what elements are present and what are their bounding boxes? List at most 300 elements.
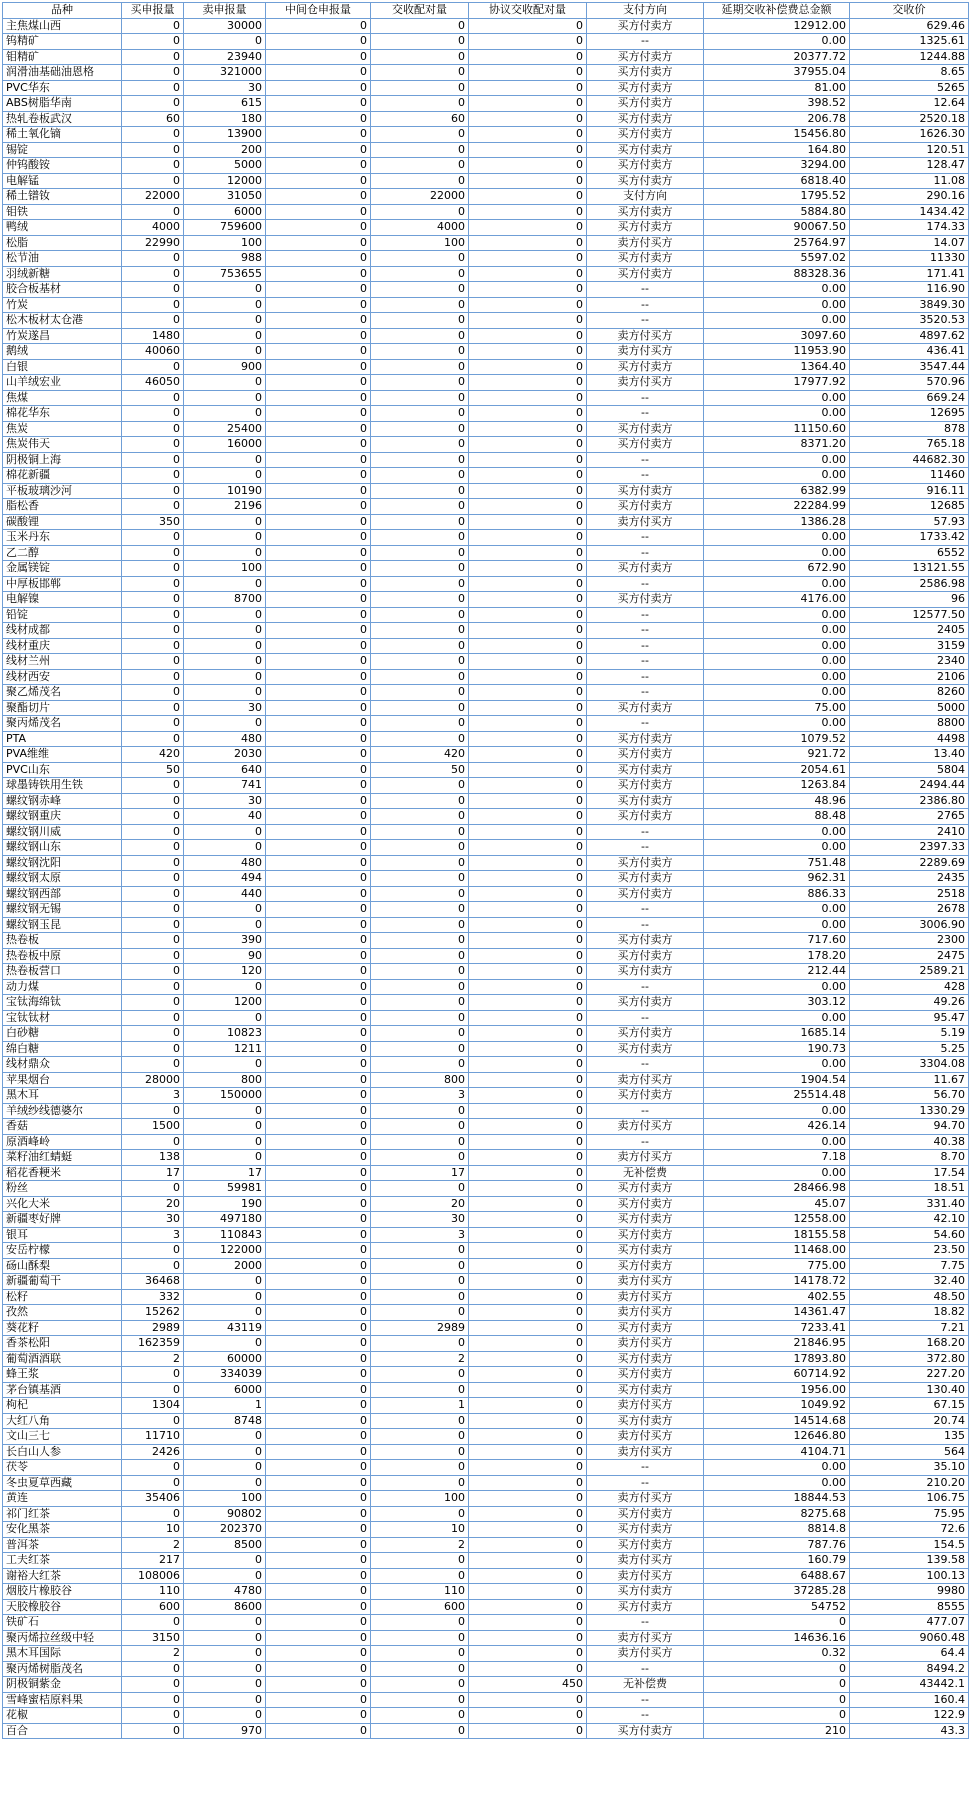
cell-delivery-price: 2520.18 bbox=[850, 111, 969, 127]
cell-pay-direction: 买方付卖方 bbox=[587, 809, 704, 825]
header-variety: 品种 bbox=[3, 3, 122, 19]
cell-pay-direction: -- bbox=[587, 390, 704, 406]
cell-buy-qty: 0 bbox=[122, 561, 184, 577]
cell-agreement-qty: 0 bbox=[469, 855, 587, 871]
cell-buy-qty: 138 bbox=[122, 1150, 184, 1166]
cell-buy-qty: 0 bbox=[122, 1367, 184, 1383]
table-row bbox=[3, 1599, 969, 1615]
cell-pay-direction: 卖方付买方 bbox=[587, 1119, 704, 1135]
cell-buy-qty: 0 bbox=[122, 1010, 184, 1026]
cell-match-qty: 0 bbox=[371, 1475, 469, 1491]
cell-sell-qty: 988 bbox=[184, 251, 266, 267]
table-row bbox=[3, 1088, 969, 1104]
cell-variety: 阴极铜紫金 bbox=[3, 1677, 122, 1693]
table-row bbox=[3, 1382, 969, 1398]
cell-match-qty: 0 bbox=[371, 251, 469, 267]
header-sell-qty: 卖申报量 bbox=[184, 3, 266, 19]
table-row bbox=[3, 1196, 969, 1212]
cell-delivery-price: 4897.62 bbox=[850, 328, 969, 344]
cell-buy-qty: 0 bbox=[122, 1708, 184, 1724]
cell-variety: 热卷板中原 bbox=[3, 948, 122, 964]
cell-match-qty: 0 bbox=[371, 933, 469, 949]
cell-variety: 聚乙烯茂名 bbox=[3, 685, 122, 701]
cell-agreement-qty: 0 bbox=[469, 1584, 587, 1600]
cell-match-qty: 0 bbox=[371, 1646, 469, 1662]
cell-agreement-qty: 0 bbox=[469, 623, 587, 639]
cell-pay-direction: 买方付卖方 bbox=[587, 1320, 704, 1336]
cell-sell-qty: 6000 bbox=[184, 1382, 266, 1398]
cell-variety: 稀土镨钕 bbox=[3, 189, 122, 205]
cell-compensation: 25514.48 bbox=[704, 1088, 850, 1104]
cell-agreement-qty: 0 bbox=[469, 638, 587, 654]
cell-sell-qty: 2030 bbox=[184, 747, 266, 763]
cell-sell-qty: 440 bbox=[184, 886, 266, 902]
cell-sell-qty: 100 bbox=[184, 1491, 266, 1507]
cell-mid-qty: 0 bbox=[266, 375, 371, 391]
cell-mid-qty: 0 bbox=[266, 669, 371, 685]
cell-compensation: 0.00 bbox=[704, 607, 850, 623]
cell-agreement-qty: 0 bbox=[469, 173, 587, 189]
table-row bbox=[3, 483, 969, 499]
cell-agreement-qty: 0 bbox=[469, 18, 587, 34]
cell-agreement-qty: 0 bbox=[469, 1119, 587, 1135]
cell-delivery-price: 4498 bbox=[850, 731, 969, 747]
cell-buy-qty: 0 bbox=[122, 313, 184, 329]
cell-compensation: 775.00 bbox=[704, 1258, 850, 1274]
cell-mid-qty: 0 bbox=[266, 80, 371, 96]
cell-delivery-price: 18.51 bbox=[850, 1181, 969, 1197]
cell-sell-qty: 17 bbox=[184, 1165, 266, 1181]
cell-variety: 谢裕大红茶 bbox=[3, 1568, 122, 1584]
cell-delivery-price: 2589.21 bbox=[850, 964, 969, 980]
cell-compensation: 206.78 bbox=[704, 111, 850, 127]
cell-variety: 聚酯切片 bbox=[3, 700, 122, 716]
cell-match-qty: 0 bbox=[371, 824, 469, 840]
cell-sell-qty: 8600 bbox=[184, 1599, 266, 1615]
cell-match-qty: 0 bbox=[371, 979, 469, 995]
cell-buy-qty: 1304 bbox=[122, 1398, 184, 1414]
cell-buy-qty: 0 bbox=[122, 142, 184, 158]
cell-sell-qty: 10190 bbox=[184, 483, 266, 499]
cell-match-qty: 0 bbox=[371, 1134, 469, 1150]
cell-variety: 绵白糖 bbox=[3, 1041, 122, 1057]
cell-sell-qty: 8700 bbox=[184, 592, 266, 608]
cell-buy-qty: 0 bbox=[122, 545, 184, 561]
cell-sell-qty: 2196 bbox=[184, 499, 266, 515]
cell-buy-qty: 217 bbox=[122, 1553, 184, 1569]
cell-pay-direction: -- bbox=[587, 406, 704, 422]
cell-buy-qty: 0 bbox=[122, 34, 184, 50]
cell-buy-qty: 108006 bbox=[122, 1568, 184, 1584]
cell-mid-qty: 0 bbox=[266, 747, 371, 763]
cell-delivery-price: 57.93 bbox=[850, 514, 969, 530]
cell-match-qty: 17 bbox=[371, 1165, 469, 1181]
cell-pay-direction: 买方付卖方 bbox=[587, 359, 704, 375]
cell-sell-qty: 0 bbox=[184, 1646, 266, 1662]
cell-match-qty: 0 bbox=[371, 855, 469, 871]
cell-match-qty: 0 bbox=[371, 96, 469, 112]
cell-delivery-price: 2397.33 bbox=[850, 840, 969, 856]
table-row bbox=[3, 995, 969, 1011]
cell-sell-qty: 0 bbox=[184, 545, 266, 561]
cell-variety: 工夫红茶 bbox=[3, 1553, 122, 1569]
cell-compensation: 14361.47 bbox=[704, 1305, 850, 1321]
cell-variety: 焦炭伟天 bbox=[3, 437, 122, 453]
cell-mid-qty: 0 bbox=[266, 1351, 371, 1367]
cell-match-qty: 0 bbox=[371, 1119, 469, 1135]
cell-sell-qty: 0 bbox=[184, 917, 266, 933]
cell-delivery-price: 570.96 bbox=[850, 375, 969, 391]
cell-delivery-price: 2765 bbox=[850, 809, 969, 825]
cell-delivery-price: 1244.88 bbox=[850, 49, 969, 65]
cell-match-qty: 0 bbox=[371, 344, 469, 360]
cell-match-qty: 0 bbox=[371, 902, 469, 918]
cell-variety: 冬虫夏草西藏 bbox=[3, 1475, 122, 1491]
cell-pay-direction: 买方付卖方 bbox=[587, 483, 704, 499]
cell-buy-qty: 0 bbox=[122, 49, 184, 65]
cell-variety: 新疆葡萄干 bbox=[3, 1274, 122, 1290]
cell-pay-direction: 卖方付买方 bbox=[587, 1491, 704, 1507]
cell-variety: 花椒 bbox=[3, 1708, 122, 1724]
cell-agreement-qty: 0 bbox=[469, 1615, 587, 1631]
cell-delivery-price: 75.95 bbox=[850, 1506, 969, 1522]
cell-variety: 螺纹钢川威 bbox=[3, 824, 122, 840]
table-row bbox=[3, 328, 969, 344]
cell-mid-qty: 0 bbox=[266, 406, 371, 422]
cell-delivery-price: 48.50 bbox=[850, 1289, 969, 1305]
cell-match-qty: 0 bbox=[371, 437, 469, 453]
cell-delivery-price: 5000 bbox=[850, 700, 969, 716]
cell-buy-qty: 3 bbox=[122, 1088, 184, 1104]
cell-buy-qty: 60 bbox=[122, 111, 184, 127]
cell-mid-qty: 0 bbox=[266, 1615, 371, 1631]
cell-delivery-price: 9980 bbox=[850, 1584, 969, 1600]
table-row bbox=[3, 1367, 969, 1383]
cell-buy-qty: 0 bbox=[122, 1181, 184, 1197]
cell-compensation: 21846.95 bbox=[704, 1336, 850, 1352]
cell-sell-qty: 0 bbox=[184, 406, 266, 422]
cell-sell-qty: 5000 bbox=[184, 158, 266, 174]
cell-match-qty: 0 bbox=[371, 1305, 469, 1321]
cell-delivery-price: 477.07 bbox=[850, 1615, 969, 1631]
cell-mid-qty: 0 bbox=[266, 1026, 371, 1042]
cell-delivery-price: 2586.98 bbox=[850, 576, 969, 592]
cell-pay-direction: -- bbox=[587, 1134, 704, 1150]
cell-agreement-qty: 0 bbox=[469, 1165, 587, 1181]
cell-buy-qty: 162359 bbox=[122, 1336, 184, 1352]
cell-buy-qty: 0 bbox=[122, 1243, 184, 1259]
table-row bbox=[3, 1506, 969, 1522]
cell-buy-qty: 0 bbox=[122, 871, 184, 887]
cell-mid-qty: 0 bbox=[266, 731, 371, 747]
cell-variety: 大红八角 bbox=[3, 1413, 122, 1429]
cell-pay-direction: 买方付卖方 bbox=[587, 855, 704, 871]
cell-buy-qty: 0 bbox=[122, 623, 184, 639]
cell-agreement-qty: 0 bbox=[469, 979, 587, 995]
cell-buy-qty: 0 bbox=[122, 18, 184, 34]
cell-compensation: 921.72 bbox=[704, 747, 850, 763]
cell-delivery-price: 3006.90 bbox=[850, 917, 969, 933]
cell-pay-direction: -- bbox=[587, 654, 704, 670]
cell-sell-qty: 0 bbox=[184, 1150, 266, 1166]
cell-agreement-qty: 0 bbox=[469, 34, 587, 50]
cell-pay-direction: -- bbox=[587, 1661, 704, 1677]
cell-sell-qty: 0 bbox=[184, 1305, 266, 1321]
cell-compensation: 0.00 bbox=[704, 297, 850, 313]
cell-buy-qty: 2426 bbox=[122, 1444, 184, 1460]
table-row bbox=[3, 220, 969, 236]
cell-variety: 螺纹钢玉昆 bbox=[3, 917, 122, 933]
cell-delivery-price: 67.15 bbox=[850, 1398, 969, 1414]
table-row bbox=[3, 1134, 969, 1150]
cell-buy-qty: 0 bbox=[122, 607, 184, 623]
cell-buy-qty: 0 bbox=[122, 1258, 184, 1274]
cell-delivery-price: 669.24 bbox=[850, 390, 969, 406]
cell-compensation: 787.76 bbox=[704, 1537, 850, 1553]
cell-buy-qty: 22000 bbox=[122, 189, 184, 205]
cell-pay-direction: -- bbox=[587, 685, 704, 701]
cell-delivery-price: 44682.30 bbox=[850, 452, 969, 468]
cell-sell-qty: 970 bbox=[184, 1723, 266, 1739]
cell-agreement-qty: 0 bbox=[469, 127, 587, 143]
cell-sell-qty: 753655 bbox=[184, 266, 266, 282]
cell-pay-direction: 买方付卖方 bbox=[587, 49, 704, 65]
cell-variety: 松木板材太仓港 bbox=[3, 313, 122, 329]
cell-match-qty: 0 bbox=[371, 685, 469, 701]
cell-sell-qty: 0 bbox=[184, 902, 266, 918]
cell-delivery-price: 1626.30 bbox=[850, 127, 969, 143]
cell-buy-qty: 0 bbox=[122, 995, 184, 1011]
cell-delivery-price: 210.20 bbox=[850, 1475, 969, 1491]
table-row bbox=[3, 902, 969, 918]
cell-sell-qty: 800 bbox=[184, 1072, 266, 1088]
cell-agreement-qty: 0 bbox=[469, 654, 587, 670]
cell-compensation: 6818.40 bbox=[704, 173, 850, 189]
cell-mid-qty: 0 bbox=[266, 1057, 371, 1073]
cell-agreement-qty: 0 bbox=[469, 1599, 587, 1615]
table-row bbox=[3, 1692, 969, 1708]
cell-match-qty: 0 bbox=[371, 1429, 469, 1445]
cell-sell-qty: 23940 bbox=[184, 49, 266, 65]
cell-delivery-price: 32.40 bbox=[850, 1274, 969, 1290]
cell-buy-qty: 0 bbox=[122, 421, 184, 437]
cell-variety: 香菇 bbox=[3, 1119, 122, 1135]
table-row bbox=[3, 716, 969, 732]
cell-sell-qty: 759600 bbox=[184, 220, 266, 236]
table-row bbox=[3, 576, 969, 592]
cell-match-qty: 0 bbox=[371, 49, 469, 65]
cell-compensation: 11953.90 bbox=[704, 344, 850, 360]
cell-delivery-price: 8800 bbox=[850, 716, 969, 732]
cell-delivery-price: 3159 bbox=[850, 638, 969, 654]
cell-compensation: 1364.40 bbox=[704, 359, 850, 375]
cell-buy-qty: 0 bbox=[122, 1661, 184, 1677]
cell-delivery-price: 5804 bbox=[850, 762, 969, 778]
cell-match-qty: 0 bbox=[371, 964, 469, 980]
cell-compensation: 672.90 bbox=[704, 561, 850, 577]
cell-mid-qty: 0 bbox=[266, 158, 371, 174]
cell-sell-qty: 30 bbox=[184, 793, 266, 809]
cell-buy-qty: 0 bbox=[122, 452, 184, 468]
cell-delivery-price: 14.07 bbox=[850, 235, 969, 251]
cell-agreement-qty: 0 bbox=[469, 716, 587, 732]
cell-buy-qty: 0 bbox=[122, 917, 184, 933]
cell-pay-direction: -- bbox=[587, 840, 704, 856]
table-row bbox=[3, 18, 969, 34]
cell-match-qty: 0 bbox=[371, 1677, 469, 1693]
cell-compensation: 1049.92 bbox=[704, 1398, 850, 1414]
cell-sell-qty: 30000 bbox=[184, 18, 266, 34]
cell-agreement-qty: 0 bbox=[469, 297, 587, 313]
cell-compensation: 45.07 bbox=[704, 1196, 850, 1212]
cell-variety: 线材鼎众 bbox=[3, 1057, 122, 1073]
cell-delivery-price: 72.6 bbox=[850, 1522, 969, 1538]
cell-buy-qty: 0 bbox=[122, 437, 184, 453]
cell-variety: 葵花籽 bbox=[3, 1320, 122, 1336]
cell-delivery-price: 11.08 bbox=[850, 173, 969, 189]
cell-sell-qty: 0 bbox=[184, 514, 266, 530]
table-row bbox=[3, 344, 969, 360]
cell-variety: 竹炭 bbox=[3, 297, 122, 313]
cell-agreement-qty: 0 bbox=[469, 1491, 587, 1507]
cell-agreement-qty: 0 bbox=[469, 499, 587, 515]
cell-variety: 黑木耳 bbox=[3, 1088, 122, 1104]
cell-pay-direction: -- bbox=[587, 824, 704, 840]
cell-pay-direction: 买方付卖方 bbox=[587, 793, 704, 809]
table-row bbox=[3, 313, 969, 329]
cell-mid-qty: 0 bbox=[266, 34, 371, 50]
cell-pay-direction: 买方付卖方 bbox=[587, 1599, 704, 1615]
cell-pay-direction: 买方付卖方 bbox=[587, 1041, 704, 1057]
cell-agreement-qty: 0 bbox=[469, 1289, 587, 1305]
cell-match-qty: 3 bbox=[371, 1088, 469, 1104]
table-row bbox=[3, 1568, 969, 1584]
cell-buy-qty: 0 bbox=[122, 793, 184, 809]
cell-mid-qty: 0 bbox=[266, 1522, 371, 1538]
cell-mid-qty: 0 bbox=[266, 49, 371, 65]
cell-match-qty: 0 bbox=[371, 731, 469, 747]
table-row bbox=[3, 1398, 969, 1414]
cell-buy-qty: 0 bbox=[122, 1382, 184, 1398]
cell-variety: PVC华东 bbox=[3, 80, 122, 96]
cell-agreement-qty: 0 bbox=[469, 1181, 587, 1197]
cell-agreement-qty: 0 bbox=[469, 995, 587, 1011]
cell-buy-qty: 2 bbox=[122, 1646, 184, 1662]
table-row bbox=[3, 623, 969, 639]
cell-match-qty: 0 bbox=[371, 1661, 469, 1677]
cell-sell-qty: 0 bbox=[184, 530, 266, 546]
cell-mid-qty: 0 bbox=[266, 576, 371, 592]
cell-sell-qty: 40 bbox=[184, 809, 266, 825]
table-row bbox=[3, 34, 969, 50]
cell-compensation: 0.00 bbox=[704, 1475, 850, 1491]
cell-match-qty: 0 bbox=[371, 530, 469, 546]
cell-variety: 聚丙烯树脂茂名 bbox=[3, 1661, 122, 1677]
cell-compensation: 8814.8 bbox=[704, 1522, 850, 1538]
cell-delivery-price: 2300 bbox=[850, 933, 969, 949]
cell-pay-direction: 买方付卖方 bbox=[587, 1088, 704, 1104]
cell-match-qty: 0 bbox=[371, 1568, 469, 1584]
cell-delivery-price: 12.64 bbox=[850, 96, 969, 112]
cell-sell-qty: 0 bbox=[184, 1057, 266, 1073]
cell-agreement-qty: 0 bbox=[469, 1553, 587, 1569]
cell-mid-qty: 0 bbox=[266, 1243, 371, 1259]
cell-buy-qty: 10 bbox=[122, 1522, 184, 1538]
cell-mid-qty: 0 bbox=[266, 824, 371, 840]
cell-mid-qty: 0 bbox=[266, 1646, 371, 1662]
cell-pay-direction: -- bbox=[587, 638, 704, 654]
cell-variety: 松籽 bbox=[3, 1289, 122, 1305]
cell-variety: 仲钨酸铵 bbox=[3, 158, 122, 174]
cell-variety: 钨精矿 bbox=[3, 34, 122, 50]
cell-compensation: 0.00 bbox=[704, 1010, 850, 1026]
cell-pay-direction: 买方付卖方 bbox=[587, 592, 704, 608]
cell-pay-direction: 买方付卖方 bbox=[587, 96, 704, 112]
cell-buy-qty: 40060 bbox=[122, 344, 184, 360]
cell-mid-qty: 0 bbox=[266, 638, 371, 654]
cell-delivery-price: 116.90 bbox=[850, 282, 969, 298]
table-row bbox=[3, 762, 969, 778]
cell-sell-qty: 0 bbox=[184, 282, 266, 298]
cell-compensation: 6488.67 bbox=[704, 1568, 850, 1584]
cell-agreement-qty: 0 bbox=[469, 1506, 587, 1522]
cell-agreement-qty: 0 bbox=[469, 359, 587, 375]
cell-delivery-price: 290.16 bbox=[850, 189, 969, 205]
cell-variety: 粉丝 bbox=[3, 1181, 122, 1197]
header-buy-qty: 买申报量 bbox=[122, 3, 184, 19]
cell-compensation: 0.00 bbox=[704, 1057, 850, 1073]
cell-variety: 焦炭 bbox=[3, 421, 122, 437]
cell-sell-qty: 25400 bbox=[184, 421, 266, 437]
cell-compensation: 0 bbox=[704, 1677, 850, 1693]
cell-agreement-qty: 0 bbox=[469, 1103, 587, 1119]
cell-compensation: 0.00 bbox=[704, 406, 850, 422]
cell-mid-qty: 0 bbox=[266, 1103, 371, 1119]
cell-delivery-price: 878 bbox=[850, 421, 969, 437]
cell-mid-qty: 0 bbox=[266, 297, 371, 313]
cell-mid-qty: 0 bbox=[266, 1537, 371, 1553]
cell-compensation: 0 bbox=[704, 1708, 850, 1724]
cell-compensation: 8275.68 bbox=[704, 1506, 850, 1522]
cell-agreement-qty: 0 bbox=[469, 1382, 587, 1398]
table-row bbox=[3, 1677, 969, 1693]
table-row bbox=[3, 235, 969, 251]
cell-mid-qty: 0 bbox=[266, 421, 371, 437]
cell-variety: 长白山人参 bbox=[3, 1444, 122, 1460]
cell-compensation: 2054.61 bbox=[704, 762, 850, 778]
cell-compensation: 0.00 bbox=[704, 576, 850, 592]
cell-compensation: 5884.80 bbox=[704, 204, 850, 220]
cell-match-qty: 0 bbox=[371, 607, 469, 623]
cell-pay-direction: 卖方付买方 bbox=[587, 1646, 704, 1662]
cell-match-qty: 0 bbox=[371, 514, 469, 530]
cell-variety: 棉花新疆 bbox=[3, 468, 122, 484]
cell-mid-qty: 0 bbox=[266, 1041, 371, 1057]
cell-mid-qty: 0 bbox=[266, 592, 371, 608]
cell-buy-qty: 0 bbox=[122, 1057, 184, 1073]
cell-pay-direction: 买方付卖方 bbox=[587, 18, 704, 34]
cell-agreement-qty: 0 bbox=[469, 483, 587, 499]
cell-sell-qty: 0 bbox=[184, 1553, 266, 1569]
cell-match-qty: 0 bbox=[371, 328, 469, 344]
cell-agreement-qty: 0 bbox=[469, 1088, 587, 1104]
cell-delivery-price: 1733.42 bbox=[850, 530, 969, 546]
cell-variety: 安岳柠檬 bbox=[3, 1243, 122, 1259]
cell-agreement-qty: 0 bbox=[469, 1274, 587, 1290]
cell-variety: 烟胶片橡胶谷 bbox=[3, 1584, 122, 1600]
cell-sell-qty: 0 bbox=[184, 607, 266, 623]
cell-buy-qty: 0 bbox=[122, 592, 184, 608]
